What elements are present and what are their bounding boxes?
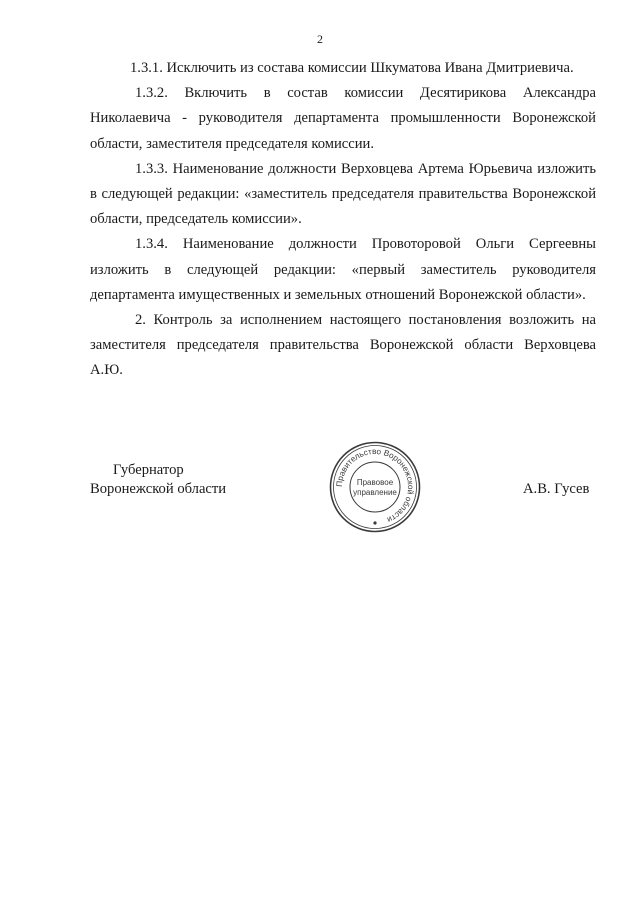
paragraph-1-3-3: 1.3.3. Наименование должности Верховцева Артема Юрьевича изложить в следующей редакции: «заместитель председателя правительства Воронежской области, председатель комиссии». (90, 160, 596, 228)
page-number: 2 (317, 32, 323, 46)
signatory-title (90, 461, 226, 499)
paragraph-1-3-4: 1.3.4. Наименование должности Провоторовой Ольги Сергеевны изложить в следующей редакции: «первый заместитель руководителя департамента имущественных и земельных отношений Воронежской области». (90, 236, 596, 303)
paragraph-2: 2. Контроль за исполнением настоящего постановления возложить на заместителя председателя правительства Воронежской области Верховцева А.Ю. (90, 312, 596, 379)
seal-center-line-1: Правовое (356, 478, 394, 487)
signatory-name: А.В. Гусев (523, 481, 590, 497)
seal-center-line-2: управление (353, 488, 397, 497)
seal-ring-text: Правительство Воронежской области (334, 446, 416, 525)
paragraph-1-3-2: 1.3.2. Включить в состав комиссии Десятирикова Александра Николаевича - руководителя департамента промышленности Воронежской области, заместителя председателя комиссии. (90, 85, 596, 152)
signatory-position: Губернатор (113, 462, 184, 478)
seal-star-icon (373, 521, 376, 524)
seal-outer-ring-inner (334, 446, 417, 529)
official-seal-stamp (329, 441, 421, 533)
seal-inner-ring (350, 462, 400, 512)
document-body (90, 56, 596, 384)
signatory-region: Воронежской области (90, 481, 227, 497)
paragraph-1-3-1: 1.3.1. Исключить из состава комиссии Шкуматова Ивана Дмитриевича. (130, 60, 574, 76)
